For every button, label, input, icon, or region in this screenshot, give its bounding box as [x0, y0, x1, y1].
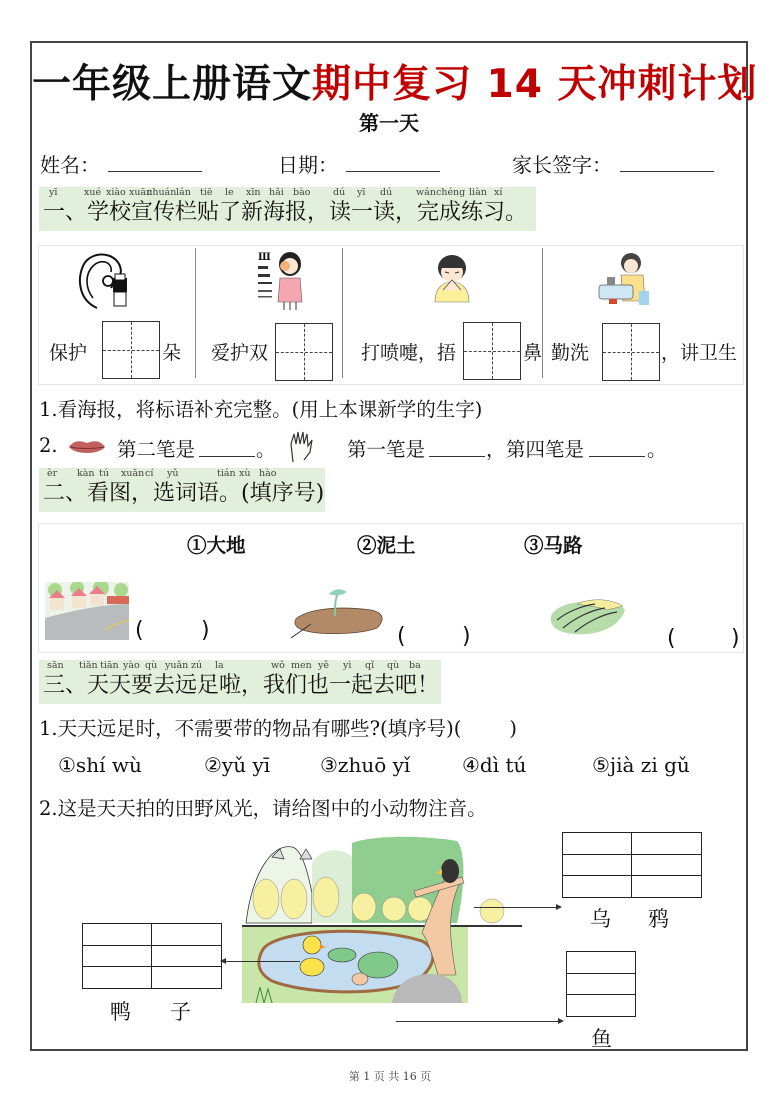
street-road-illustration [45, 582, 129, 640]
section1-question2 [39, 434, 739, 462]
question-text: 1.天天远足时，不需要带的物品有哪些?(填序号)( [39, 717, 462, 740]
date-field [278, 149, 440, 178]
pinyin: xīn [246, 187, 261, 198]
day-label: 第一天 [359, 111, 419, 135]
field-land-illustration [547, 592, 627, 638]
crow-char-1: 乌 [590, 907, 611, 931]
section3-heading [39, 660, 441, 704]
section2-pinyin [43, 468, 319, 480]
pinyin: men [291, 660, 312, 671]
section1-heading [39, 187, 536, 231]
pinyin: yě [318, 660, 329, 671]
writing-cell[interactable] [275, 323, 333, 381]
punctuation: ， [486, 438, 506, 461]
pinyin: èr [47, 468, 58, 479]
word-choice-panel [38, 523, 744, 653]
pinyin: xí [494, 187, 503, 198]
writing-cell[interactable] [102, 321, 160, 379]
pinyin: lán [176, 187, 191, 198]
worksheet-frame [30, 41, 758, 1051]
title-red-part: 期中复习 14 天冲刺计划 [312, 62, 758, 107]
slogan-suffix: 鼻 [523, 342, 543, 364]
pinyin: xué [84, 187, 102, 198]
answer-paren-open: ( [135, 618, 144, 643]
poster-panel [38, 245, 744, 385]
name-label: 姓名： [40, 153, 100, 177]
pinyin: cí [145, 468, 154, 479]
writing-cell[interactable] [463, 322, 521, 380]
crow-char-2: 鸦 [648, 907, 669, 931]
pinyin: la [215, 660, 224, 671]
crow-pinyin-grid[interactable] [562, 832, 702, 898]
answer-blank-2[interactable] [411, 624, 461, 648]
answer-paren-close: ) [731, 626, 740, 651]
pinyin: liàn [469, 187, 487, 198]
sprout-soil-illustration [291, 588, 387, 640]
slogan-prefix: 打喷嚏，捂 [361, 342, 457, 364]
signature-field [512, 149, 714, 178]
hand-icon [288, 430, 314, 464]
hand-first-stroke-label: 第一笔是 [347, 438, 426, 461]
answer-blank-3[interactable] [681, 626, 729, 650]
fish-pinyin-grid[interactable] [566, 951, 636, 1017]
question-number: 2. [39, 434, 58, 457]
option-nitu: ②泥土 [357, 534, 416, 557]
section1-question1: 1.看海报，将标语补充完整。(用上本课新学的生字) [39, 398, 483, 421]
title-black-part: 一年级上册语文 [32, 62, 313, 107]
slogan-suffix: ，讲卫生 [661, 342, 738, 364]
pinyin: wǒ [271, 660, 285, 671]
answer-paren-open: ( [397, 624, 406, 649]
duck-char-1: 鸭 [110, 1000, 131, 1024]
pond-scene-illustration [242, 833, 522, 1003]
pinyin: yī [49, 187, 58, 198]
writing-cell[interactable] [602, 323, 660, 381]
pinyin: zú [191, 660, 203, 671]
girl-sneezing-illustration [431, 254, 473, 304]
pinyin: ba [409, 660, 421, 671]
divider [542, 248, 543, 378]
girl-eye-chart-illustration [256, 250, 308, 312]
pinyin: bào [293, 187, 311, 198]
punctuation: 。 [256, 438, 276, 461]
punctuation: 。 [647, 438, 667, 461]
lips-icon [67, 438, 107, 456]
pinyin: qù [145, 660, 158, 671]
pinyin: yī [357, 187, 366, 198]
pinyin: dú [380, 187, 393, 198]
pinyin: dú [333, 187, 346, 198]
option-malu: ③马路 [524, 534, 583, 557]
pinyin: xiào [106, 187, 126, 198]
section3-title: 三、天天要去远足啦，我们也一起去吧！ [43, 673, 440, 698]
item-map: ④dì tú [462, 753, 527, 777]
answer-paren-close: ) [462, 624, 471, 649]
signature-blank[interactable] [620, 153, 714, 172]
punctuation: ) [509, 717, 517, 740]
pinyin: yuǎn [165, 660, 189, 671]
slogan-prefix: 勤洗 [551, 342, 590, 364]
pinyin: chéng [436, 187, 466, 198]
section3-pinyin [43, 660, 435, 672]
slogan-suffix: 朵 [162, 342, 182, 364]
ear-doctor-illustration [75, 250, 135, 312]
hand-first-stroke-blank[interactable] [429, 438, 485, 457]
duck-pinyin-grid[interactable] [82, 923, 222, 989]
arrowhead-icon [558, 1018, 564, 1024]
svg-text:Ш: Ш [258, 252, 271, 263]
option-dadi: ①大地 [187, 534, 246, 557]
section2-heading [39, 468, 325, 512]
date-blank[interactable] [346, 153, 440, 172]
arrow-to-crow-grid [474, 907, 558, 908]
arrow-to-fish-grid [396, 1021, 560, 1022]
name-blank[interactable] [108, 153, 202, 172]
pinyin: tiē [200, 187, 213, 198]
answer-paren-open: ( [667, 626, 676, 651]
pinyin: xuān [129, 187, 153, 198]
item-rack-drum: ⑤jià zi gǔ [592, 753, 690, 777]
mouth-stroke-blank[interactable] [199, 438, 255, 457]
answer-paren-close: ) [201, 618, 210, 643]
signature-label: 家长签字： [512, 153, 612, 177]
slogan-prefix: 爱护双 [211, 342, 269, 364]
pinyin: hǎi [269, 187, 284, 198]
divider [195, 248, 196, 378]
pinyin: tián [217, 468, 236, 479]
pinyin: le [225, 187, 234, 198]
pinyin: kàn [77, 468, 95, 479]
slogan-prefix: 保护 [49, 342, 88, 364]
mouth-stroke-label: 第二笔是 [117, 438, 196, 461]
pinyin: tiān [100, 660, 119, 671]
pinyin: xuǎn [121, 468, 145, 479]
pinyin: xù [239, 468, 251, 479]
hand-fourth-stroke-label: 第四笔是 [506, 438, 585, 461]
name-field [40, 149, 202, 178]
pinyin: qù [387, 660, 400, 671]
pinyin: yì [343, 660, 352, 671]
item-raincoat: ②yǔ yī [204, 753, 271, 777]
child-washing-hands-illustration [595, 251, 653, 309]
arrow-to-duck-grid [224, 961, 300, 962]
section2-title: 二、看图，选词语。(填序号) [43, 481, 325, 506]
page-title [32, 53, 758, 109]
date-label: 日期： [278, 153, 338, 177]
section1-title: 一、学校宣传栏贴了新海报，读一读，完成练习。 [43, 200, 528, 225]
item-food: ①shí wù [58, 753, 142, 777]
section1-pinyin [43, 187, 530, 199]
pinyin: wán [416, 187, 436, 198]
page-footer: 第 1 页 共 16 页 [348, 1070, 432, 1083]
pinyin: qǐ [365, 660, 375, 671]
pinyin: yǔ [167, 468, 179, 479]
hand-fourth-stroke-blank[interactable] [589, 438, 645, 457]
answer-blank-1[interactable] [149, 618, 199, 642]
section3-question2: 2.这是天天拍的田野风光，请给图中的小动物注音。 [39, 797, 487, 820]
pinyin: sān [47, 660, 64, 671]
divider [342, 248, 343, 378]
arrowhead-icon [556, 904, 562, 910]
item-table-chair: ③zhuō yǐ [320, 753, 411, 777]
pinyin: hào [259, 468, 277, 479]
pinyin: yào [123, 660, 140, 671]
fish-char: 鱼 [591, 1027, 612, 1051]
pinyin: tiān [79, 660, 98, 671]
section3-question1 [39, 713, 517, 741]
pinyin: chuán [147, 187, 177, 198]
pinyin: tú [99, 468, 109, 479]
duck-char-2: 子 [170, 1000, 191, 1024]
